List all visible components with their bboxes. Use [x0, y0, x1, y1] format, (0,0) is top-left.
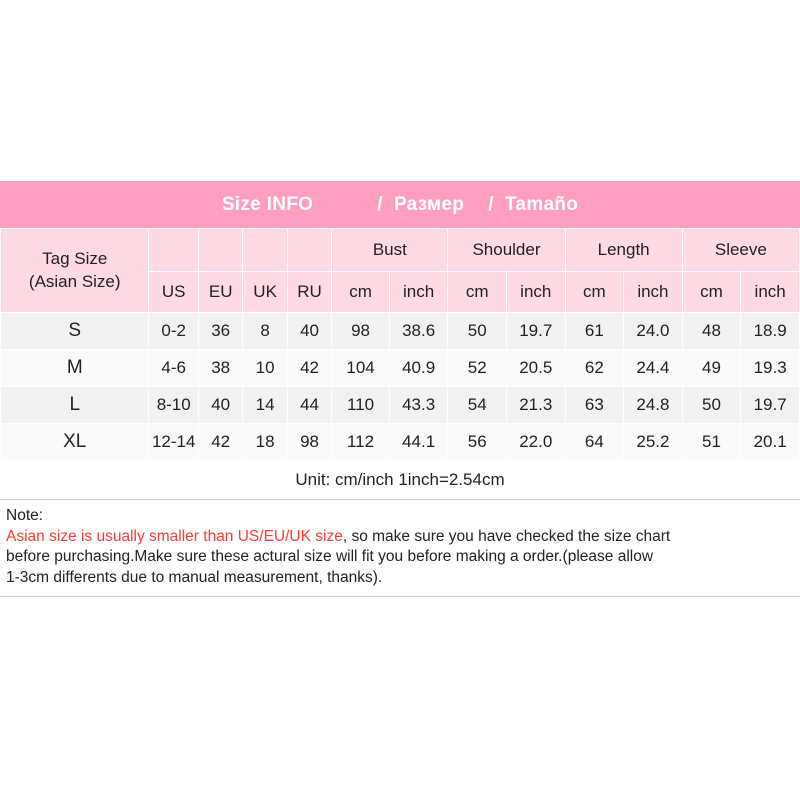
row-shoulder-cm: 56: [448, 424, 507, 461]
note-line1: [6, 527, 794, 548]
row-us: 0-2: [149, 313, 198, 350]
blank-header-us: [149, 229, 198, 272]
row-ru: 40: [287, 313, 331, 350]
header-bust-cm: cm: [332, 272, 390, 313]
row-sleeve-cm: 48: [682, 313, 741, 350]
size-info-title-bar: [0, 181, 800, 228]
row-uk: 14: [243, 387, 287, 424]
row-length-cm: 64: [565, 424, 624, 461]
row-sleeve-cm: 51: [682, 424, 741, 461]
blank-header-uk: [243, 229, 287, 272]
note-label: Note:: [6, 507, 44, 524]
row-us: 8-10: [149, 387, 198, 424]
row-ru: 98: [287, 424, 331, 461]
row-sleeve-inch: 19.3: [741, 350, 800, 387]
header-sleeve-inch: inch: [741, 272, 800, 313]
row-us: 12-14: [149, 424, 198, 461]
size-table: [0, 228, 800, 499]
row-shoulder-inch: 21.3: [506, 387, 565, 424]
table-row: [1, 424, 800, 461]
row-sleeve-inch: 19.7: [741, 387, 800, 424]
row-sleeve-cm: 49: [682, 350, 741, 387]
tag-size-line2: (Asian Size): [28, 271, 121, 291]
note-line3: 1-3cm differents due to manual measurement, thanks).: [6, 568, 383, 586]
row-sleeve-inch: 18.9: [741, 313, 800, 350]
row-size: S: [1, 313, 149, 350]
title-left: Size INFO: [221, 193, 314, 215]
row-shoulder-cm: 52: [448, 350, 507, 387]
row-uk: 8: [243, 313, 287, 350]
group-header-shoulder: Shoulder: [448, 229, 565, 272]
row-eu: 36: [198, 313, 242, 350]
table-row: [1, 387, 800, 424]
row-length-inch: 24.8: [624, 387, 683, 424]
title-mid: / Размер: [377, 193, 465, 215]
row-eu: 42: [198, 424, 242, 461]
note-box: [0, 499, 800, 597]
row-uk: 18: [243, 424, 287, 461]
header-us: US: [149, 272, 198, 313]
size-chart: [0, 181, 800, 597]
row-shoulder-inch: 22.0: [506, 424, 565, 461]
row-bust-inch: 40.9: [389, 350, 448, 387]
tag-size-line1: Tag Size: [42, 248, 108, 268]
row-shoulder-inch: 19.7: [506, 313, 565, 350]
header-length-inch: inch: [624, 272, 683, 313]
header-bust-inch: inch: [389, 272, 448, 313]
title-right: / Tamaño: [488, 193, 579, 215]
group-header-bust: Bust: [332, 229, 448, 272]
unit-note: Unit: cm/inch 1inch=2.54cm: [1, 461, 800, 499]
row-shoulder-cm: 54: [448, 387, 507, 424]
unit-note-row: [1, 461, 800, 499]
row-sleeve-inch: 20.1: [741, 424, 800, 461]
header-shoulder-inch: inch: [506, 272, 565, 313]
header-shoulder-cm: cm: [448, 272, 507, 313]
row-length-cm: 62: [565, 350, 624, 387]
header-ru: RU: [287, 272, 331, 313]
row-us: 4-6: [149, 350, 198, 387]
row-length-cm: 63: [565, 387, 624, 424]
header-sleeve-cm: cm: [682, 272, 741, 313]
row-bust-inch: 43.3: [389, 387, 448, 424]
table-header-groups: [1, 229, 800, 272]
row-size: XL: [1, 424, 149, 461]
note-red-part: Asian size is usually smaller than US/EU/UK size: [6, 527, 343, 545]
row-length-inch: 24.0: [624, 313, 683, 350]
row-eu: 40: [198, 387, 242, 424]
header-eu: EU: [198, 272, 242, 313]
blank-header-ru: [287, 229, 331, 272]
group-header-length: Length: [565, 229, 682, 272]
row-bust-cm: 104: [332, 350, 390, 387]
note-rest-line1: , so make sure you have checked the size chart: [342, 527, 671, 545]
row-shoulder-cm: 50: [448, 313, 507, 350]
row-size: M: [1, 350, 149, 387]
row-ru: 42: [287, 350, 331, 387]
row-shoulder-inch: 20.5: [506, 350, 565, 387]
row-bust-inch: 44.1: [389, 424, 448, 461]
tag-size-header: [1, 229, 149, 313]
row-bust-cm: 98: [332, 313, 390, 350]
row-uk: 10: [243, 350, 287, 387]
note-line2: before purchasing.Make sure these actural size will fit you before making a order.(please allow: [6, 548, 654, 566]
row-bust-cm: 110: [332, 387, 390, 424]
table-row: [1, 313, 800, 350]
row-eu: 38: [198, 350, 242, 387]
table-row: [1, 350, 800, 387]
row-length-cm: 61: [565, 313, 624, 350]
row-bust-inch: 38.6: [389, 313, 448, 350]
row-size: L: [1, 387, 149, 424]
header-length-cm: cm: [565, 272, 624, 313]
header-uk: UK: [243, 272, 287, 313]
row-sleeve-cm: 50: [682, 387, 741, 424]
row-length-inch: 25.2: [624, 424, 683, 461]
row-length-inch: 24.4: [624, 350, 683, 387]
group-header-sleeve: Sleeve: [682, 229, 799, 272]
row-ru: 44: [287, 387, 331, 424]
row-bust-cm: 112: [332, 424, 390, 461]
blank-header-eu: [198, 229, 242, 272]
